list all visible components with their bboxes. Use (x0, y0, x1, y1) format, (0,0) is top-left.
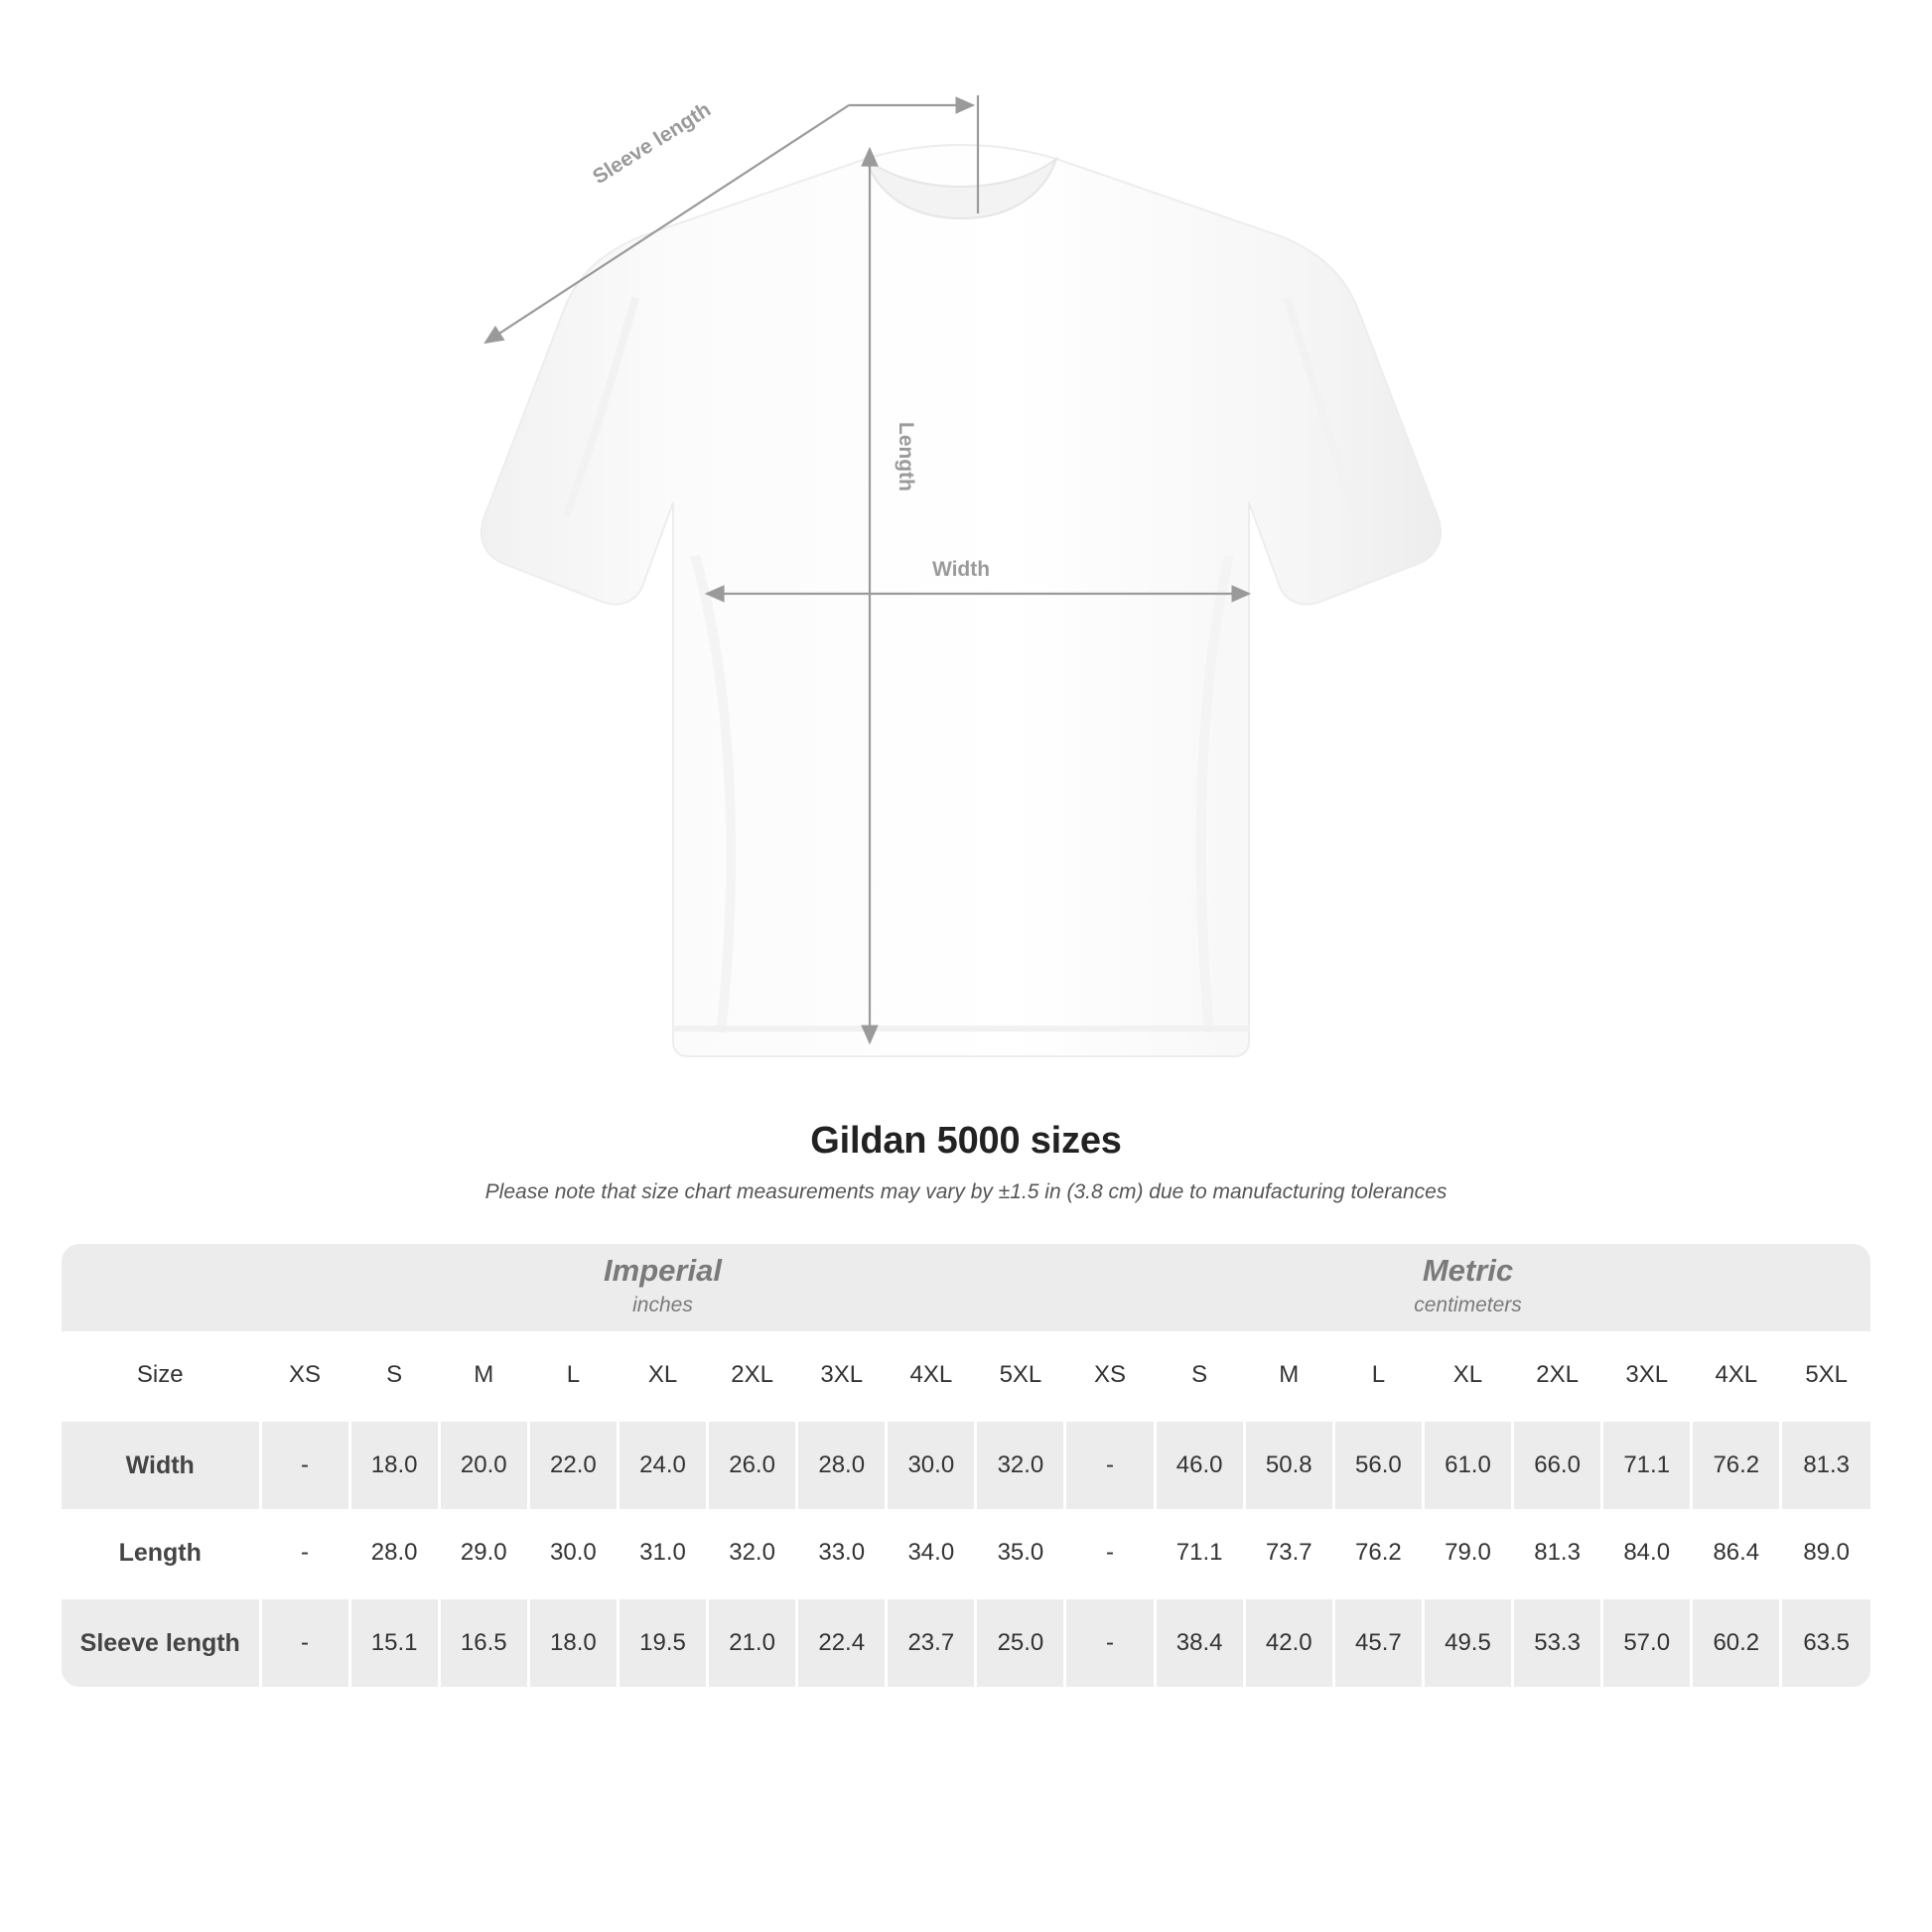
measurement-cell: 33.0 (797, 1509, 887, 1598)
size-header-cell: 5XL (976, 1331, 1065, 1421)
unit-group-name: Metric (1422, 1253, 1514, 1289)
measurement-cell: 81.3 (1781, 1421, 1870, 1510)
tolerance-note: Please note that size chart measurements may vary by ±1.5 in (3.8 cm) due to manufacturing tolerances (484, 1180, 1448, 1203)
measurement-cell: 57.0 (1602, 1598, 1692, 1688)
size-header-cell: 5XL (1781, 1331, 1870, 1421)
measurement-cell: 16.5 (439, 1598, 528, 1688)
measurement-cell: 26.0 (708, 1421, 797, 1510)
unit-header-row (62, 1244, 1870, 1331)
measurement-cell: 28.0 (797, 1421, 887, 1510)
measurement-cell: 45.7 (1333, 1598, 1423, 1688)
measurement-cell: 38.4 (1155, 1598, 1244, 1688)
measurement-cell: - (1065, 1421, 1155, 1510)
unit-group-sub: centimeters (1414, 1294, 1522, 1317)
measurement-cell: 61.0 (1423, 1421, 1512, 1510)
sleeve-length-label: Sleeve length (589, 97, 716, 190)
size-header-cell: 2XL (1513, 1331, 1602, 1421)
tshirt-shape (482, 145, 1441, 1056)
measurement-cell: 46.0 (1155, 1421, 1244, 1510)
width-label: Width (931, 558, 991, 581)
size-header-cell: 3XL (797, 1331, 887, 1421)
measurement-cell: - (260, 1509, 349, 1598)
measurement-cell: 34.0 (887, 1509, 976, 1598)
size-header-cell: 3XL (1602, 1331, 1692, 1421)
measurement-cell: 89.0 (1781, 1509, 1870, 1598)
measurement-cell: 20.0 (439, 1421, 528, 1510)
measurement-cell: 79.0 (1423, 1509, 1512, 1598)
measurement-cell: 60.2 (1692, 1598, 1781, 1688)
measurement-cell: 18.0 (349, 1421, 439, 1510)
measurement-cell: 19.5 (618, 1598, 707, 1688)
size-header-corner: Size (62, 1331, 260, 1421)
size-header-cell: M (439, 1331, 528, 1421)
measurement-cell: 76.2 (1692, 1421, 1781, 1510)
measurement-cell: 76.2 (1333, 1509, 1423, 1598)
size-header-row (62, 1331, 1870, 1421)
measurement-cell: 25.0 (976, 1598, 1065, 1688)
measurement-cell: - (1065, 1598, 1155, 1688)
size-table-wrapper (62, 1244, 1870, 1687)
measurement-cell: 28.0 (349, 1509, 439, 1598)
measurement-cell: 66.0 (1513, 1421, 1602, 1510)
measurement-cell: 50.8 (1244, 1421, 1333, 1510)
size-header-cell: S (1155, 1331, 1244, 1421)
size-header-cell: 4XL (1692, 1331, 1781, 1421)
measurement-cell: 73.7 (1244, 1509, 1333, 1598)
page-title: Gildan 5000 sizes (810, 1120, 1122, 1162)
measurement-cell: 32.0 (708, 1509, 797, 1598)
size-header-cell: M (1244, 1331, 1333, 1421)
size-header-cell: XS (1065, 1331, 1155, 1421)
size-header-cell: S (349, 1331, 439, 1421)
length-label: Length (895, 422, 917, 491)
title-block (0, 1120, 1932, 1204)
size-header-cell: XL (618, 1331, 707, 1421)
measurement-cell: - (1065, 1509, 1155, 1598)
size-header-cell: XS (260, 1331, 349, 1421)
table-row (62, 1509, 1870, 1598)
measurement-cell: 86.4 (1692, 1509, 1781, 1598)
unit-group-imperial (260, 1244, 1065, 1331)
size-header-cell: 4XL (887, 1331, 976, 1421)
measurement-cell: 30.0 (528, 1509, 618, 1598)
size-header-cell: XL (1423, 1331, 1512, 1421)
size-header-cell: L (1333, 1331, 1423, 1421)
measurement-cell: 71.1 (1155, 1509, 1244, 1598)
measurement-cell: - (260, 1598, 349, 1688)
unit-group-sub: inches (632, 1294, 693, 1317)
row-label: Length (62, 1509, 260, 1598)
row-label: Width (62, 1421, 260, 1510)
measurement-cell: 22.4 (797, 1598, 887, 1688)
table-row (62, 1421, 1870, 1510)
measurement-cell: 29.0 (439, 1509, 528, 1598)
measurement-cell: 56.0 (1333, 1421, 1423, 1510)
row-label: Sleeve length (62, 1598, 260, 1688)
measurement-cell: 15.1 (349, 1598, 439, 1688)
measurement-cell: 53.3 (1513, 1598, 1602, 1688)
size-header-cell: L (528, 1331, 618, 1421)
measurement-cell: 35.0 (976, 1509, 1065, 1598)
table-row (62, 1598, 1870, 1688)
measurement-cell: 30.0 (887, 1421, 976, 1510)
measurement-cell: 24.0 (618, 1421, 707, 1510)
unit-group-name: Imperial (604, 1253, 722, 1289)
measurement-cell: 81.3 (1513, 1509, 1602, 1598)
measurement-cell: 22.0 (528, 1421, 618, 1510)
measurement-cell: 18.0 (528, 1598, 618, 1688)
measurement-cell: - (260, 1421, 349, 1510)
unit-header-corner (62, 1244, 260, 1331)
size-header-cell: 2XL (708, 1331, 797, 1421)
measurement-cell: 42.0 (1244, 1598, 1333, 1688)
measurement-cell: 71.1 (1602, 1421, 1692, 1510)
unit-group-metric (1065, 1244, 1870, 1331)
measurement-cell: 63.5 (1781, 1598, 1870, 1688)
measurement-cell: 84.0 (1602, 1509, 1692, 1598)
measurement-cell: 31.0 (618, 1509, 707, 1598)
measurement-cell: 49.5 (1423, 1598, 1512, 1688)
measurement-cell: 32.0 (976, 1421, 1065, 1510)
measurement-cell: 23.7 (887, 1598, 976, 1688)
measurement-cell: 21.0 (708, 1598, 797, 1688)
size-table (62, 1244, 1870, 1687)
